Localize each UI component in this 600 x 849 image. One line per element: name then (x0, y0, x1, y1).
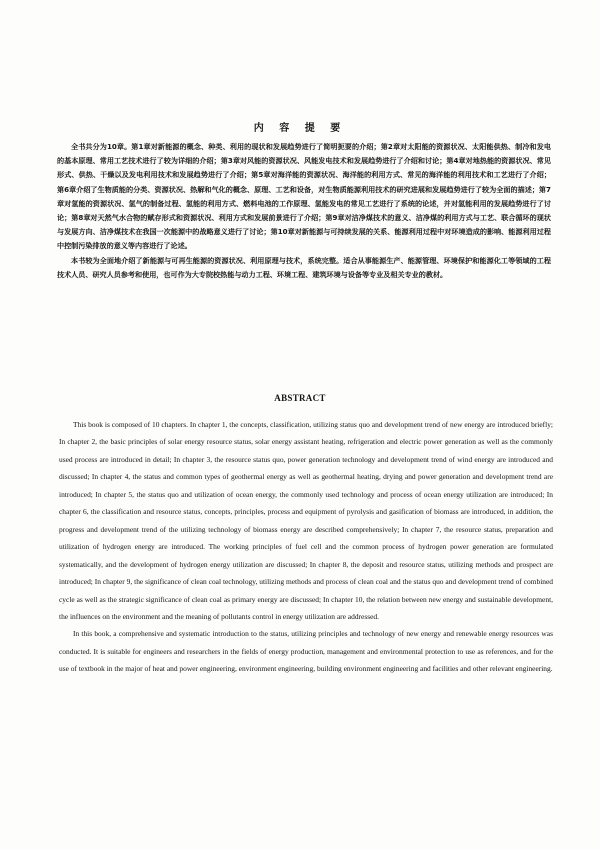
abstract-title: ABSTRACT (274, 393, 326, 403)
chinese-summary-paragraph: 全书共分为10章。第1章对新能源的概念、种类、利用的现状和发展趋势进行了简明扼要的介绍；第2章对太阳能的资源状况、太阳能供热、制冷和发电的基本原理、常用工艺技术进行了较为详细的介绍；第3章对风能的资源状况、风能发电技术和发展趋势进行了介绍和讨论；第4章对地热能的资源状况、常见形式、供热、干燥以及发电利用技术和发展趋势进行了介绍；第5章对海洋能的资源状况、海洋能的利用方式、常见的海洋能的利用技术和工艺进行了介绍；第6章介绍了生物质能的分类、资源状况、热解和气化的概念、原理、工艺和设备，对生物质能源利用技术的研究进展和发展趋势进行了较为全面的描述；第7章对氢能的资源状况、氢气的制备过程、氢能的利用方式、燃料电池的工作原理、氢能发电的常见工艺进行了系统的论述，并对氢能利用的发展趋势进行了讨论；第8章对天然气水合物的赋存形式和资源状况、利用方式和发展前景进行了介绍；第9章对洁净煤技术的意义、洁净煤的利用方式与工艺、联合循环的现状与发展方向、洁净煤技术在我国一次能源中的战略意义进行了讨论；第10章对新能源与可持续发展的关系、能源利用过程中对环境造成的影响、能源利用过程中控制污染排放的意义等内容进行了论述。 (57, 142, 551, 251)
abstract-paragraph: This book is composed of 10 chapters. In chapter 1, the concepts, classification, utilizing status quo and development trend of new energy are introduced briefly; In chapter 2, the basic principles of solar energy resource status, solar energy assistant heating, refrigeration and electric power generation as well as the commonly used process are introduced in detail; In chapter 3, the resource status quo, power generation technology and development trend of wind energy are introduced and discussed; In chapter 4, the status and common types of geothermal energy as well as geothermal heating, drying and power generation and development trend are introduced; In chapter 5, the status quo and utilization of ocean energy, the commonly used technology and process of ocean energy utilization are introduced; In chapter 6, the classification and resource status, concepts, principles, process and equipment of pyrolysis and gasification of biomass are introduced, in addition, the progress and development trend of the utilizing technology of biomass energy are described comprehensively; In chapter 7, the resource status, preparation and utilization of hydrogen energy are introduced. The working principles of fuel cell and the common process of hydrogen power generation are formulated systematically, and the development of hydrogen energy utilization are discussed; In chapter 8, the deposit and resource status, utilizing methods and prospect are introduced; In chapter 9, the significance of clean coal technology, utilizing methods and process of clean coal and the status quo and development trend of combined cycle as well as the strategic significance of clean coal as primary energy are discussed; In chapter 10, the relation between new energy and sustainable development, the influences on the environment and the meaning of pollutants control in energy utilization are addressed. (59, 420, 553, 621)
abstract-paragraph: In this book, a comprehensive and systematic introduction to the status, utilizing principles and technology of new energy and renewable energy resources was conducted. It is suitable for engineers and researchers in the fields of energy production, management and environmental protection to use as references, and for the use of textbook in the major of heat and power engineering, environment engineering, building environment engineering and facilities and other relevant engineering. (59, 629, 553, 674)
chinese-summary-body (57, 140, 551, 282)
abstract-body (59, 416, 553, 678)
chinese-summary-paragraph: 本书较为全面地介绍了新能源与可再生能源的资源状况、利用原理与技术，系统完整。适合从事能源生产、能源管理、环境保护和能源化工等领域的工程技术人员、研究人员参考和使用，也可作为大专院校热能与动力工程、环境工程、建筑环境与设备等专业及相关专业的教材。 (57, 255, 551, 279)
chinese-summary-title: 内 容 提 要 (253, 123, 347, 134)
